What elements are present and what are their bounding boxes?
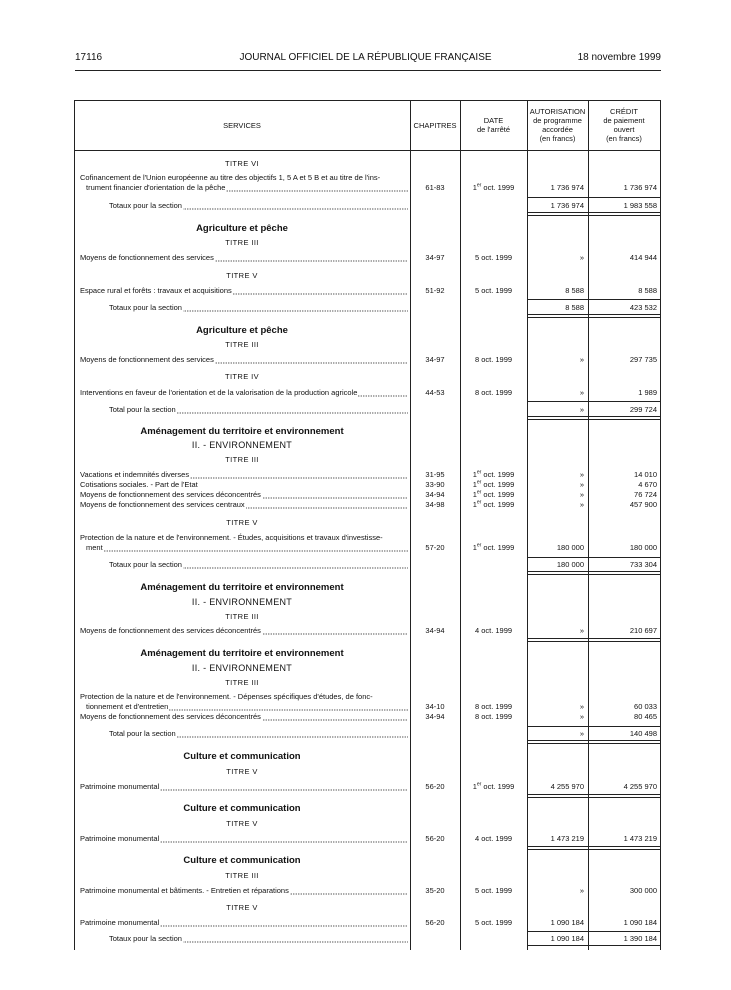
col-header-chapitres-label: CHAPITRES <box>413 120 457 130</box>
credit-cell: 210 697 <box>629 626 657 635</box>
autorisation-cell: 4 255 970 <box>550 782 584 791</box>
table-row <box>74 702 661 712</box>
autorisation-cell: » <box>579 500 584 509</box>
total-rule <box>527 197 660 198</box>
table-row <box>74 490 661 500</box>
date-cell: 1er oct. 1999 <box>472 542 515 552</box>
service-label: Patrimoine monumental <box>80 782 408 792</box>
credit-cell: 1 989 <box>638 388 657 397</box>
titre-heading: TITRE III <box>225 340 259 349</box>
autorisation-cell: » <box>579 470 584 479</box>
date-cell: 8 oct. 1999 <box>474 712 513 721</box>
header-rule <box>75 70 661 71</box>
date-cell: 1er oct. 1999 <box>472 781 515 791</box>
total-row <box>74 560 661 570</box>
autorisation-cell: » <box>579 480 584 489</box>
date-cell: 4 oct. 1999 <box>474 834 513 843</box>
service-label: Espace rural et forêts : travaux et acquisitions <box>80 286 408 296</box>
page-number: 17116 <box>75 52 103 63</box>
col-header-autorisation <box>527 100 588 150</box>
total-label: Total pour la section <box>109 405 408 415</box>
autorisation-cell: 1 090 184 <box>550 918 584 927</box>
total-label: Totaux pour la section <box>109 934 408 944</box>
service-label: Patrimoine monumental et bâtiments. - Entretien et réparations <box>80 886 408 896</box>
titre-heading: TITRE III <box>225 871 259 880</box>
col-header-services-label: SERVICES <box>223 120 261 130</box>
titre-heading: TITRE III <box>225 455 259 464</box>
col-header-cred-l2: de paiement <box>603 116 645 125</box>
table-header-rule <box>74 150 661 151</box>
col-header-credit <box>588 100 660 150</box>
table-row <box>74 253 661 263</box>
chapitre-cell: 34-94 <box>425 490 445 499</box>
service-label: trument financier d'orientation de la pêche <box>86 183 408 193</box>
col-header-services <box>74 100 410 150</box>
titre-heading: TITRE IV <box>224 372 260 381</box>
credit-cell: 1 736 974 <box>623 183 657 192</box>
chapitre-cell: 33-90 <box>425 480 445 489</box>
autorisation-cell: 1 473 219 <box>550 834 584 843</box>
col-header-auth-l4: (en francs) <box>539 134 576 143</box>
total-credit: 1 390 184 <box>623 934 657 943</box>
total-double-rule <box>527 740 660 744</box>
total-rule <box>527 557 660 558</box>
credit-cell: 300 000 <box>629 886 657 895</box>
titre-heading: TITRE III <box>225 612 259 621</box>
total-credit: 423 532 <box>629 303 657 312</box>
section-heading: Agriculture et pêche <box>196 325 288 336</box>
autorisation-cell: » <box>579 253 584 262</box>
total-double-rule <box>527 794 660 798</box>
total-double-rule <box>527 212 660 216</box>
date-cell: 8 oct. 1999 <box>474 355 513 364</box>
subsection-heading: II. - ENVIRONNEMENT <box>191 440 293 450</box>
subsection-heading: II. - ENVIRONNEMENT <box>191 597 293 607</box>
titre-heading: TITRE V <box>226 819 258 828</box>
chapitre-cell: 51-92 <box>425 286 445 295</box>
titre-heading: TITRE VI <box>224 159 260 168</box>
col-header-date-l1: DATE <box>483 116 504 125</box>
col-divider-chapitres <box>410 100 411 950</box>
service-label: Vacations et indemnités diverses <box>80 470 408 480</box>
chapitre-cell: 34-10 <box>425 702 445 711</box>
section-heading: Aménagement du territoire et environnement <box>140 648 344 659</box>
titre-heading: TITRE V <box>226 518 258 527</box>
total-label: Totaux pour la section <box>109 201 408 211</box>
total-double-rule <box>527 314 660 318</box>
total-credit: 1 983 558 <box>623 201 657 210</box>
chapitre-cell: 31-95 <box>425 470 445 479</box>
section-heading: Aménagement du territoire et environnement <box>140 582 344 593</box>
service-label: Protection de la nature et de l'environnement. - Études, acquisitions et travaux d'investisse- <box>80 533 383 542</box>
titre-heading: TITRE III <box>225 238 259 247</box>
total-rule <box>527 726 660 727</box>
col-header-cred-l1: CRÉDIT <box>610 107 638 116</box>
col-header-cred-l4: (en francs) <box>606 134 642 143</box>
chapitre-cell: 56-20 <box>425 834 445 843</box>
total-double-rule <box>527 571 660 575</box>
date-cell: 4 oct. 1999 <box>474 626 513 635</box>
section-heading: Culture et communication <box>183 855 301 866</box>
chapitre-cell: 56-20 <box>425 918 445 927</box>
credit-cell: 60 033 <box>634 702 657 711</box>
col-header-date <box>460 100 527 150</box>
chapitre-cell: 35-20 <box>425 886 445 895</box>
total-label: Total pour la section <box>109 729 408 739</box>
total-autorisation: » <box>579 729 584 738</box>
table-row <box>74 626 661 636</box>
journal-title: JOURNAL OFFICIEL DE LA RÉPUBLIQUE FRANÇAISE <box>239 52 492 63</box>
credit-cell: 1 090 184 <box>623 918 657 927</box>
total-label: Totaux pour la section <box>109 303 408 313</box>
section-heading: Aménagement du territoire et environnement <box>140 426 344 437</box>
col-header-date-l2: de l'arrêté <box>476 125 511 134</box>
chapitre-cell: 56-20 <box>425 782 445 791</box>
table-row <box>74 286 661 296</box>
total-rule <box>527 945 660 946</box>
date-cell: 8 oct. 1999 <box>474 388 513 397</box>
credit-cell: 457 900 <box>629 500 657 509</box>
section-heading: Agriculture et pêche <box>196 223 288 234</box>
service-label: Moyens de fonctionnement des services centraux <box>80 500 408 510</box>
credit-cell: 414 944 <box>629 253 657 262</box>
col-header-cred-l3: ouvert <box>613 125 635 134</box>
table-row <box>74 533 661 543</box>
credit-cell: 76 724 <box>634 490 657 499</box>
titre-heading: TITRE III <box>225 678 259 687</box>
titre-heading: TITRE V <box>226 271 258 280</box>
autorisation-cell: » <box>579 626 584 635</box>
total-autorisation: » <box>579 405 584 414</box>
date-cell: 5 oct. 1999 <box>474 286 513 295</box>
service-label: Patrimoine monumental <box>80 834 408 844</box>
service-label: Protection de la nature et de l'environnement. - Dépenses spécifiques d'études, de fonc- <box>80 692 373 701</box>
autorisation-cell: » <box>579 355 584 364</box>
total-row <box>74 201 661 211</box>
date-cell: 5 oct. 1999 <box>474 886 513 895</box>
total-row <box>74 729 661 739</box>
chapitre-cell: 34-97 <box>425 355 445 364</box>
service-label: Patrimoine monumental <box>80 918 408 928</box>
service-label: Cotisations sociales. - Part de l'Etat <box>80 480 198 489</box>
total-autorisation: 8 588 <box>565 303 584 312</box>
table-row <box>74 388 661 398</box>
total-credit: 299 724 <box>629 405 657 414</box>
chapitre-cell: 61-83 <box>425 183 445 192</box>
autorisation-cell: » <box>579 490 584 499</box>
table-row <box>74 500 661 510</box>
total-rule <box>527 401 660 402</box>
autorisation-cell: » <box>579 886 584 895</box>
service-label: Moyens de fonctionnement des services déconcentrés <box>80 712 408 722</box>
table-row <box>74 470 661 480</box>
total-rule <box>527 299 660 300</box>
total-label: Totaux pour la section <box>109 560 408 570</box>
table-row <box>74 173 661 183</box>
total-credit: 733 304 <box>629 560 657 569</box>
section-heading: Culture et communication <box>183 803 301 814</box>
credit-cell: 1 473 219 <box>623 834 657 843</box>
date-cell: 1er oct. 1999 <box>472 499 515 509</box>
date-cell: 1er oct. 1999 <box>472 479 515 489</box>
credit-cell: 4 670 <box>638 480 657 489</box>
total-credit: 140 498 <box>629 729 657 738</box>
total-double-rule <box>527 846 660 850</box>
credit-cell: 180 000 <box>629 543 657 552</box>
credit-cell: 80 465 <box>634 712 657 721</box>
col-divider-credit <box>588 100 589 950</box>
section-heading: Culture et communication <box>183 751 301 762</box>
titre-heading: TITRE V <box>226 767 258 776</box>
date-cell: 1er oct. 1999 <box>472 182 515 192</box>
service-label: Moyens de fonctionnement des services <box>80 355 408 365</box>
total-autorisation: 1 736 974 <box>550 201 584 210</box>
chapitre-cell: 34-94 <box>425 626 445 635</box>
col-header-chapitres <box>410 100 460 150</box>
date-cell: 5 oct. 1999 <box>474 253 513 262</box>
chapitre-cell: 34-94 <box>425 712 445 721</box>
chapitre-cell: 34-97 <box>425 253 445 262</box>
autorisation-cell: » <box>579 388 584 397</box>
credit-cell: 8 588 <box>638 286 657 295</box>
service-label: Cofinancement de l'Union européenne au titre des objectifs 1, 5 A et 5 B et au titre de l'ins- <box>80 173 381 182</box>
total-autorisation: 180 000 <box>556 560 584 569</box>
autorisation-cell: 8 588 <box>565 286 584 295</box>
service-label: ment <box>86 543 408 553</box>
table-row <box>74 692 661 702</box>
autorisation-cell: 180 000 <box>556 543 584 552</box>
autorisation-cell: » <box>579 712 584 721</box>
service-label: Moyens de fonctionnement des services déconcentrés <box>80 490 408 500</box>
table-row <box>74 834 661 844</box>
service-label: Moyens de fonctionnement des services <box>80 253 408 263</box>
date-cell: 5 oct. 1999 <box>474 918 513 927</box>
date-cell: 1er oct. 1999 <box>472 489 515 499</box>
total-autorisation: 1 090 184 <box>550 934 584 943</box>
col-header-auth-l2: de programme <box>533 116 582 125</box>
credit-cell: 4 255 970 <box>623 782 657 791</box>
subsection-heading: II. - ENVIRONNEMENT <box>191 663 293 673</box>
table-row <box>74 543 661 553</box>
col-header-auth-l1: AUTORISATION <box>529 107 586 116</box>
total-row <box>74 934 661 944</box>
total-double-rule <box>527 416 660 420</box>
table-row <box>74 782 661 792</box>
credits-table <box>74 100 661 950</box>
titre-heading: TITRE V <box>226 903 258 912</box>
credit-cell: 14 010 <box>634 470 657 479</box>
autorisation-cell: » <box>579 702 584 711</box>
total-double-rule <box>527 638 660 642</box>
total-row <box>74 303 661 313</box>
chapitre-cell: 34-98 <box>425 500 445 509</box>
table-row <box>74 712 661 722</box>
total-rule <box>527 931 660 932</box>
col-divider-right <box>660 100 661 950</box>
table-row <box>74 918 661 928</box>
col-divider-autorisation <box>527 100 528 950</box>
chapitre-cell: 57-20 <box>425 543 445 552</box>
table-row <box>74 183 661 193</box>
table-row <box>74 355 661 365</box>
autorisation-cell: 1 736 974 <box>550 183 584 192</box>
date-cell: 1er oct. 1999 <box>472 469 515 479</box>
col-divider-date <box>460 100 461 950</box>
table-row <box>74 480 661 490</box>
service-label: Moyens de fonctionnement des services déconcentrés <box>80 626 408 636</box>
service-label: tionnement et d'entretien <box>86 702 408 712</box>
issue-date: 18 novembre 1999 <box>577 52 661 63</box>
credit-cell: 297 735 <box>629 355 657 364</box>
total-row <box>74 405 661 415</box>
col-header-auth-l3: accordée <box>542 125 573 134</box>
table-row <box>74 886 661 896</box>
date-cell: 8 oct. 1999 <box>474 702 513 711</box>
chapitre-cell: 44-53 <box>425 388 445 397</box>
service-label: Interventions en faveur de l'orientation et de la valorisation de la production agricole <box>80 388 408 398</box>
